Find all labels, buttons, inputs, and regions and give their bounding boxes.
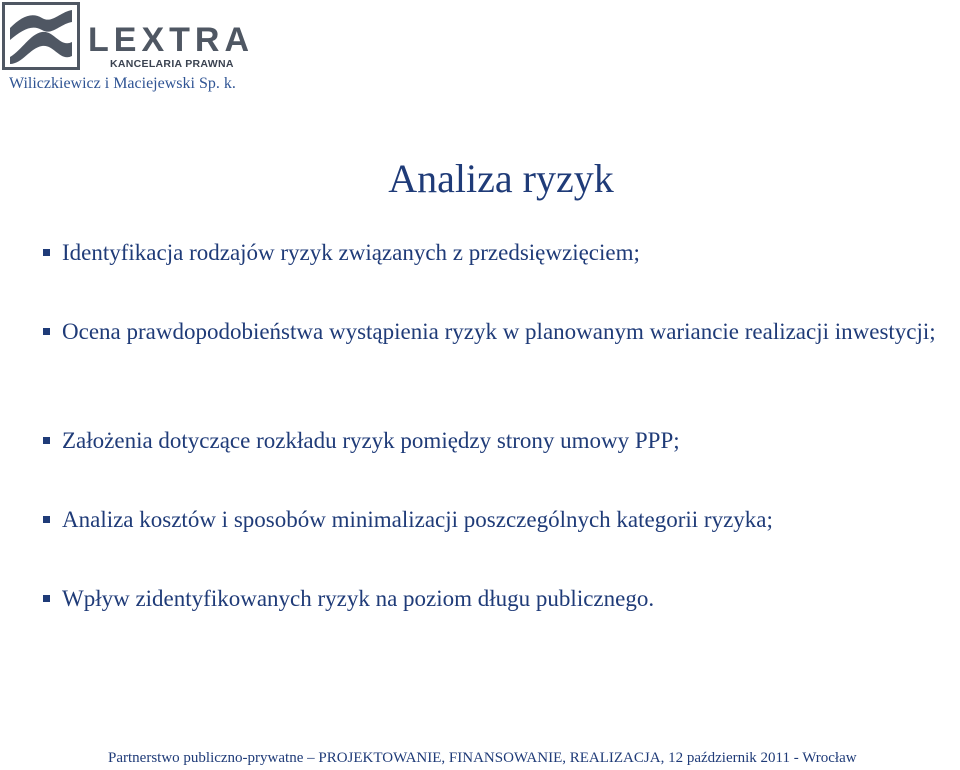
footer-text: Partnerstwo publiczno-prywatne – PROJEKTOWANIE, FINANSOWANIE, REALIZACJA, 12 październik 2011 - Wrocław (108, 750, 857, 766)
bullet-text: Wpływ zidentyfikowanych ryzyk na poziom długu publicznego. (62, 586, 655, 611)
logo-wordmark: LEXTRA (88, 21, 254, 59)
square-bullet-icon (43, 437, 50, 444)
logo-subtitle: KANCELARIA PRAWNA (110, 58, 234, 70)
bullet-item (62, 427, 960, 455)
lextra-s-mark-icon (2, 2, 80, 70)
slide-title: Analiza ryzyk (388, 156, 614, 201)
bullet-item (62, 318, 960, 346)
bullet-text: Założenia dotyczące rozkładu ryzyk pomiędzy strony umowy PPP; (62, 428, 680, 453)
square-bullet-icon (43, 516, 50, 523)
square-bullet-icon (43, 595, 50, 602)
bullet-text: Analiza kosztów i sposobów minimalizacji poszczególnych kategorii ryzyka; (62, 507, 773, 532)
square-bullet-icon (43, 328, 50, 335)
bullet-text: Ocena prawdopodobieństwa wystąpienia ryzyk w planowanym wariancie realizacji inwestycji; (62, 319, 936, 344)
bullet-text: Identyfikacja rodzajów ryzyk związanych z przedsięwzięciem; (62, 240, 640, 265)
square-bullet-icon (43, 249, 50, 256)
firm-name: Wiliczkiewicz i Maciejewski Sp. k. (9, 75, 236, 92)
bullet-item (62, 585, 960, 613)
bullet-item (62, 239, 960, 267)
bullet-item (62, 506, 960, 534)
